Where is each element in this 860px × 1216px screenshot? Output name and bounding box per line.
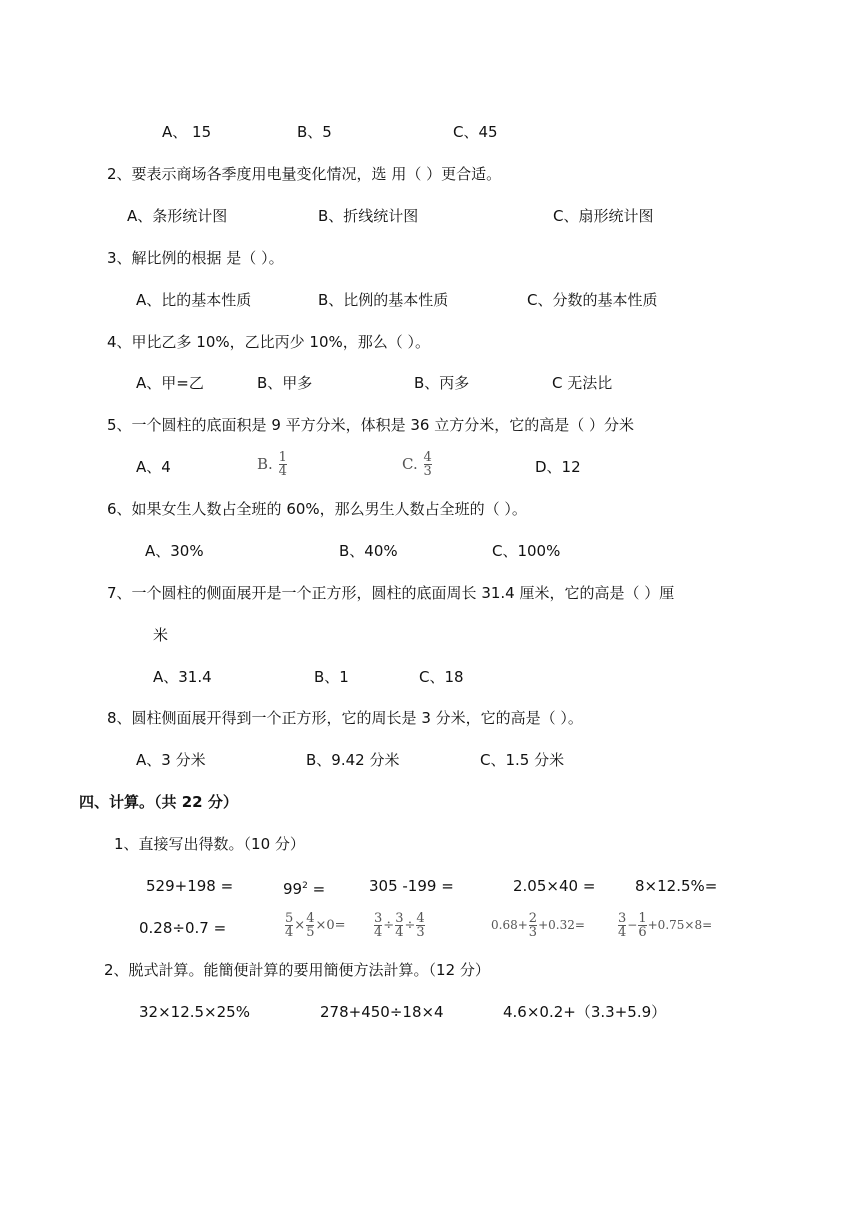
q1-option-a: A、 15 bbox=[162, 123, 212, 141]
calc1-expr-3: 305 -199 = bbox=[369, 877, 454, 895]
q1-option-c: C、45 bbox=[453, 123, 498, 141]
q4-option-b: B、甲多 bbox=[257, 374, 313, 392]
calc1-expr-2: $99^2$ = bbox=[283, 880, 326, 898]
q5-option-c-label: C. bbox=[402, 455, 418, 473]
q5-option-c bbox=[402, 451, 433, 478]
q3-text: 3、解比例的根据 是（ ）。 bbox=[107, 249, 284, 267]
calc2-expr-1: 32×12.5×25% bbox=[139, 1003, 250, 1021]
calc1-expr-7: $\frac{5}{4}$ × $\frac{4}{5}$ ×0= bbox=[285, 911, 346, 940]
q7-option-b: B、1 bbox=[314, 668, 349, 686]
q7-text-continued: 米 bbox=[153, 626, 169, 644]
q5-text: 5、一个圆柱的底面积是 9 平方分米，体积是 36 立方分米，它的高是（ ）分米 bbox=[107, 416, 635, 434]
q7-option-a: A、31.4 bbox=[153, 668, 212, 686]
q2-option-c: C、扇形统计图 bbox=[553, 207, 654, 225]
q8-option-b: B、9.42 分米 bbox=[306, 751, 400, 769]
q4-option-a: A、甲=乙 bbox=[136, 374, 204, 392]
q4-option-c: B、丙多 bbox=[414, 374, 470, 392]
calc1-expr-4: 2.05×40 = bbox=[513, 877, 596, 895]
fraction: $\frac{4}{3}$ bbox=[423, 450, 432, 479]
q1-option-b: B、5 bbox=[297, 123, 332, 141]
q2-text: 2、要表示商场各季度用电量变化情况，选 用（ ）更合适。 bbox=[107, 165, 502, 183]
q5-option-b bbox=[257, 451, 288, 478]
calc1-expr-8: $\frac{3}{4}$ ÷ $\frac{3}{4}$ ÷ $\frac{4}{3}$ bbox=[374, 911, 425, 940]
q8-option-c: C、1.5 分米 bbox=[480, 751, 565, 769]
calc1-expr-9: 0.68+ $\frac{2}{3}$ +0.32= bbox=[491, 911, 585, 940]
section-title: 四、计算。（共 22 分） bbox=[79, 793, 238, 811]
calc2-expr-2: 278+450÷18×4 bbox=[320, 1003, 444, 1021]
q3-option-a: A、比的基本性质 bbox=[136, 291, 252, 309]
calc2-title: 2、脱式計算。能簡便計算的要用簡便方法計算。（12 分） bbox=[104, 961, 490, 979]
q7-text: 7、一个圆柱的侧面展开是一个正方形，圆柱的底面周长 31.4 厘米，它的高是（ ）厘 bbox=[107, 584, 675, 602]
calc1-expr-1: 529+198 = bbox=[146, 877, 234, 895]
q6-text: 6、如果女生人数占全班的 60%，那么男生人数占全班的（ ）。 bbox=[107, 500, 527, 518]
q2-option-a: A、条形统计图 bbox=[127, 207, 228, 225]
q2-option-b: B、折线统计图 bbox=[318, 207, 419, 225]
q6-option-b: B、40% bbox=[339, 542, 398, 560]
calc1-title: 1、直接写出得数。（10 分） bbox=[114, 835, 305, 853]
calc1-expr-10: $\frac{3}{4}$ − $\frac{1}{6}$ +0.75×8= bbox=[618, 911, 713, 940]
q6-option-a: A、30% bbox=[145, 542, 204, 560]
q8-option-a: A、3 分米 bbox=[136, 751, 206, 769]
calc1-expr-5: 8×12.5%= bbox=[635, 877, 718, 895]
q3-option-b: B、比例的基本性质 bbox=[318, 291, 449, 309]
q5-option-b-label: B. bbox=[257, 455, 273, 473]
calc2-expr-3: 4.6×0.2+（3.3+5.9） bbox=[503, 1003, 667, 1021]
q7-option-c: C、18 bbox=[419, 668, 464, 686]
q5-option-a: A、4 bbox=[136, 458, 171, 476]
q3-option-c: C、分数的基本性质 bbox=[527, 291, 658, 309]
fraction: $\frac{1}{4}$ bbox=[278, 450, 287, 479]
q4-option-d: C 无法比 bbox=[552, 374, 613, 392]
calc1-expr-6: 0.28÷0.7 = bbox=[139, 919, 227, 937]
q6-option-c: C、100% bbox=[492, 542, 561, 560]
q8-text: 8、圆柱侧面展开得到一个正方形，它的周长是 3 分米，它的高是（ ）。 bbox=[107, 709, 583, 727]
q5-option-d: D、12 bbox=[535, 458, 581, 476]
q4-text: 4、甲比乙多 10%，乙比丙少 10%，那么（ ）。 bbox=[107, 333, 431, 351]
